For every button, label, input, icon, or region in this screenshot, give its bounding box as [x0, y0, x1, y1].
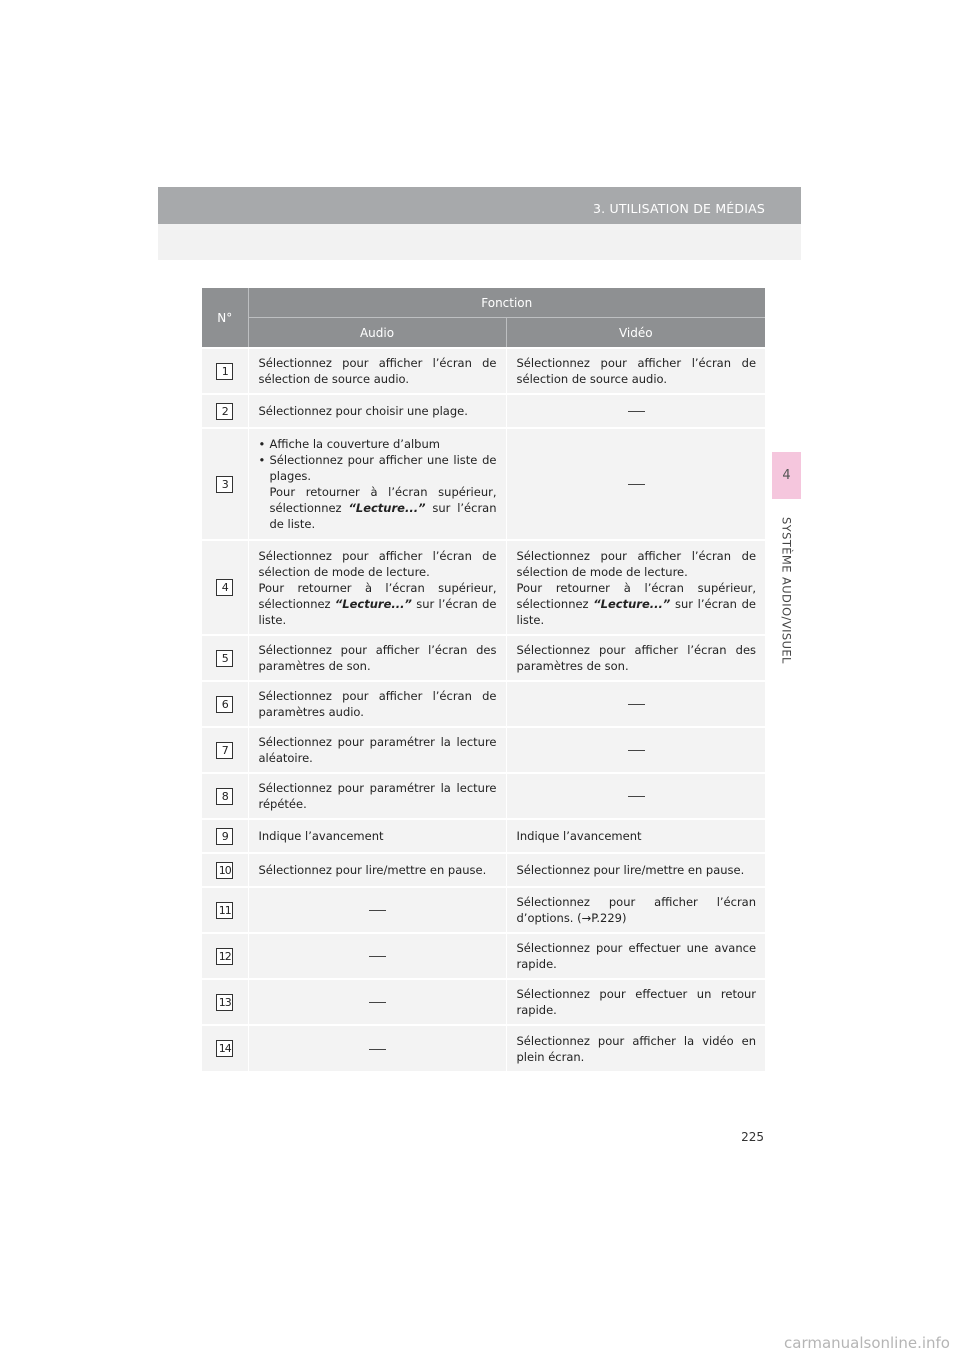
audio-cell: Sélectionnez pour choisir une plage.: [248, 394, 506, 428]
video-cell: Sélectionnez pour lire/mettre en pause.: [506, 853, 765, 887]
table-row: [202, 635, 765, 681]
dash-mark: [369, 1049, 386, 1050]
video-cell: Sélectionnez pour afficher l’écran de sélection de source audio.: [506, 348, 765, 394]
audio-cell: [248, 428, 506, 540]
audio-cell: Sélectionnez pour lire/mettre en pause.: [248, 853, 506, 887]
watermark[interactable]: carmanualsonline.info: [784, 1334, 950, 1352]
cell-subtext: [517, 580, 757, 628]
audio-cell: Sélectionnez pour afficher l’écran de paramètres audio.: [248, 681, 506, 727]
page-ref-arrow: →: [581, 911, 592, 925]
row-number-box: 7: [216, 742, 233, 759]
chapter-tab-number: 4: [782, 468, 791, 483]
chapter-header: [158, 187, 801, 224]
video-cell-empty: [506, 681, 765, 727]
video-cell: Sélectionnez pour afficher la vidéo en plein écran.: [506, 1025, 765, 1071]
header-audio: Audio: [248, 318, 506, 349]
chapter-side-label-text: SYSTÈME AUDIO/VISUEL: [779, 516, 794, 664]
row-number-box: 9: [216, 828, 233, 845]
cell-text: Sélectionnez pour afficher l’écran de sélection de mode de lecture.: [258, 548, 497, 579]
header-fonction: Fonction: [248, 288, 765, 318]
row-number-box: 10: [216, 862, 233, 879]
audio-cell: Indique l’avancement: [248, 819, 506, 853]
dash-mark: [628, 704, 645, 705]
row-number-box: 11: [216, 902, 233, 919]
audio-cell-empty: [248, 979, 506, 1025]
row-number-box: 12: [216, 948, 233, 965]
subtext-pre: Pour retourner à l’écran supérieur, sélectionnez: [269, 485, 497, 515]
subtext-pre: Pour retourner à l’écran supérieur, sélectionnez: [258, 580, 497, 611]
row-number-box: 6: [216, 696, 233, 713]
table-row: [202, 394, 765, 428]
row-number-box: 1: [216, 363, 233, 380]
table-row: [202, 1025, 765, 1071]
page-number: 225: [741, 1130, 764, 1144]
row-number-box: 4: [216, 579, 233, 596]
bullet-subtext: [270, 484, 497, 532]
audio-cell-empty: [248, 933, 506, 979]
dash-mark: [628, 484, 645, 485]
subtext-post: sur l’écran de liste.: [258, 596, 497, 627]
dash-mark: [369, 910, 386, 911]
video-cell: [506, 540, 765, 635]
subtext-pre: Pour retourner à l’écran supérieur, sélectionnez: [516, 580, 757, 611]
dash-mark: [628, 750, 645, 751]
row-number-box: 14: [216, 1040, 233, 1057]
row-number-box: 13: [216, 994, 233, 1011]
row-number-box: 3: [216, 476, 233, 493]
table-row: [202, 727, 765, 773]
audio-cell: Sélectionnez pour afficher l’écran de sélection de source audio.: [248, 348, 506, 394]
video-cell-empty: [506, 394, 765, 428]
audio-cell-empty: [248, 887, 506, 933]
chapter-side-label: [772, 505, 801, 675]
video-cell-empty: [506, 727, 765, 773]
lecture-key: “Lecture...”: [593, 596, 671, 611]
table-row: [202, 819, 765, 853]
table-row: [202, 853, 765, 887]
chapter-title: 3. UTILISATION DE MÉDIAS: [592, 201, 765, 216]
video-cell-empty: [506, 428, 765, 540]
row-number-box: 2: [216, 403, 233, 420]
cell-text: Sélectionnez pour afficher l’écran d’options. (: [516, 895, 757, 925]
table-row: [202, 428, 765, 540]
audio-cell: [248, 540, 506, 635]
dash-mark: [628, 796, 645, 797]
page-ref[interactable]: P.229): [591, 911, 627, 925]
header-video: Vidéo: [506, 318, 765, 349]
video-cell: Sélectionnez pour effectuer une avance rapide.: [506, 933, 765, 979]
video-cell: Sélectionnez pour effectuer un retour rapide.: [506, 979, 765, 1025]
bullet-item: [259, 452, 497, 532]
table-row: [202, 540, 765, 635]
header-subband: [158, 224, 801, 260]
subtext-post: sur l’écran de liste.: [516, 596, 757, 627]
bullet-item: • Affiche la couverture d’album: [259, 436, 497, 452]
table-row: [202, 979, 765, 1025]
chapter-tab: [772, 452, 801, 499]
lecture-key: “Lecture...”: [334, 596, 412, 611]
audio-cell: Sélectionnez pour afficher l’écran des paramètres de son.: [248, 635, 506, 681]
cell-text: Sélectionnez pour afficher l’écran de sélection de mode de lecture.: [516, 548, 757, 579]
bullet-text: Sélectionnez pour afficher une liste de plages.: [269, 453, 497, 483]
dash-mark: [628, 411, 645, 412]
row-number-box: 8: [216, 788, 233, 805]
lecture-key: “Lecture...”: [348, 501, 426, 515]
dash-mark: [369, 1002, 386, 1003]
header-num: N°: [202, 288, 248, 348]
cell-subtext: [259, 580, 497, 628]
video-cell: [506, 887, 765, 933]
video-cell: Indique l’avancement: [506, 819, 765, 853]
table-row: [202, 681, 765, 727]
audio-cell: Sélectionnez pour paramétrer la lecture répétée.: [248, 773, 506, 819]
video-cell-empty: [506, 773, 765, 819]
audio-cell: Sélectionnez pour paramétrer la lecture aléatoire.: [248, 727, 506, 773]
video-cell: Sélectionnez pour afficher l’écran des paramètres de son.: [506, 635, 765, 681]
table-row: [202, 348, 765, 394]
table-row: [202, 887, 765, 933]
table-row: [202, 933, 765, 979]
audio-cell-empty: [248, 1025, 506, 1071]
dash-mark: [369, 956, 386, 957]
subtext-post: sur l’écran de liste.: [269, 501, 497, 531]
row-number-box: 5: [216, 650, 233, 667]
table-row: [202, 773, 765, 819]
function-table: [202, 288, 765, 1071]
